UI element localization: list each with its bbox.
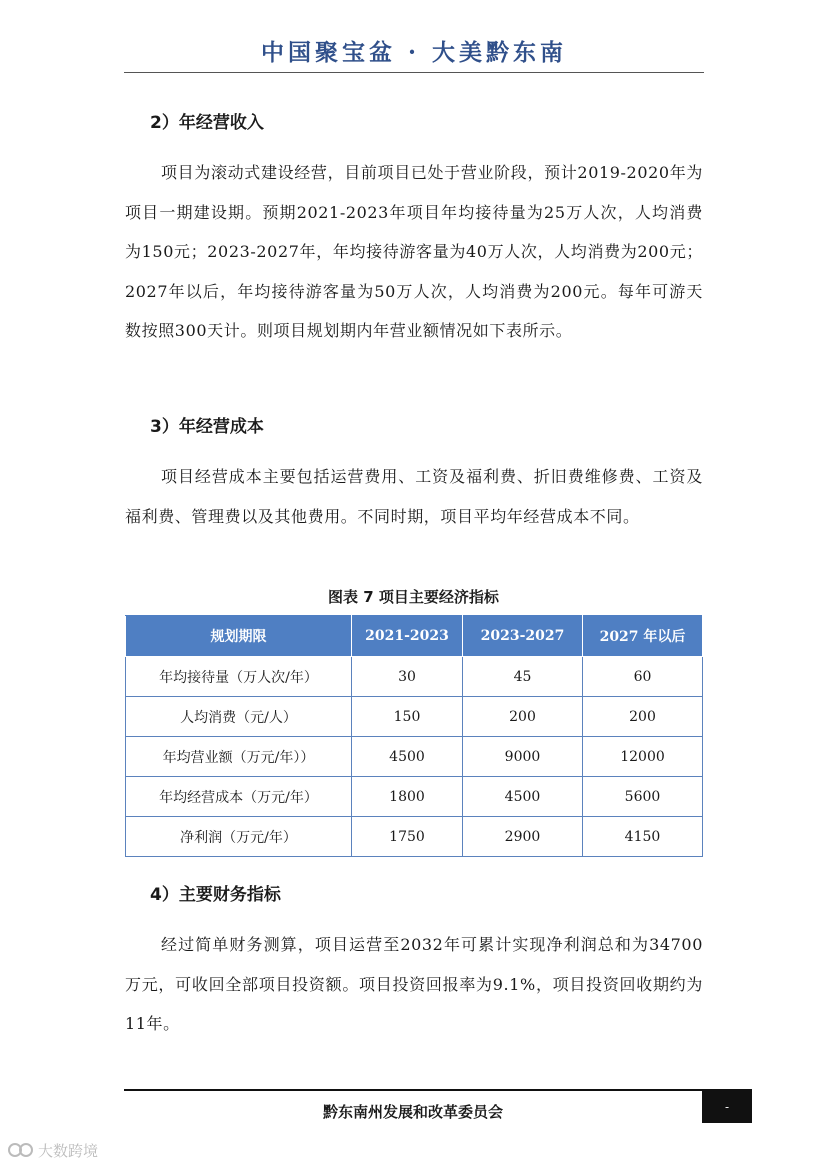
section-heading-cost: 3）年经营成本	[150, 417, 264, 437]
table-header-cell: 2027 年以后	[583, 616, 703, 657]
table-cell: 2900	[463, 817, 583, 857]
table-cell: 年均接待量（万人次/年）	[126, 657, 352, 697]
table-row	[126, 737, 703, 777]
table-cell: 1800	[352, 777, 463, 817]
table-cell: 60	[583, 657, 703, 697]
table-header-row	[126, 616, 703, 657]
table-cell: 年均经营成本（万元/年）	[126, 777, 352, 817]
table-cell: 4500	[352, 737, 463, 777]
section-heading-revenue: 2）年经营收入	[150, 113, 264, 133]
watermark-logo-icon	[8, 1141, 34, 1159]
paragraph-revenue: 项目为滚动式建设经营，目前项目已处于营业阶段，预计2019-2020年为项目一期建设期。预期2021-2023年项目年均接待量为25万人次，人均消费为150元；2023-2027年，年均接待游客量为40万人次，人均消费为200元；2027年以后，年均接待游客量为50万人次，人均消费为200元。每年可游天数按照300天计。则项目规划期内年营业额情况如下表所示。	[125, 163, 703, 340]
table-cell: 45	[463, 657, 583, 697]
table-cell: 30	[352, 657, 463, 697]
table-row	[126, 697, 703, 737]
table-cell: 200	[463, 697, 583, 737]
table-cell: 12000	[583, 737, 703, 777]
page-number-box: -	[702, 1091, 752, 1123]
table-caption: 图表 7 项目主要经济指标	[328, 588, 499, 606]
watermark	[8, 1140, 98, 1161]
footer-organization: 黔东南州发展和改革委员会	[322, 1103, 503, 1121]
table-row	[126, 777, 703, 817]
table-cell: 4150	[583, 817, 703, 857]
footer-divider	[124, 1089, 752, 1091]
table-row	[126, 817, 703, 857]
table-cell: 200	[583, 697, 703, 737]
watermark-text: 大数跨境	[38, 1142, 99, 1160]
table-cell: 5600	[583, 777, 703, 817]
table-header-cell: 2023-2027	[463, 616, 583, 657]
economic-indicators-table	[125, 615, 703, 857]
table-cell: 9000	[463, 737, 583, 777]
table-header-cell: 2021-2023	[352, 616, 463, 657]
table-cell: 150	[352, 697, 463, 737]
table-header-cell: 规划期限	[126, 616, 352, 657]
header-divider	[124, 72, 704, 73]
paragraph-cost: 项目经营成本主要包括运营费用、工资及福利费、折旧费维修费、工资及福利费、管理费以及其他费用。不同时期，项目平均年经营成本不同。	[125, 467, 703, 526]
page-header-title: 中国聚宝盆 · 大美黔东南	[260, 39, 568, 66]
table-cell: 4500	[463, 777, 583, 817]
table-cell: 净利润（万元/年）	[126, 817, 352, 857]
table-cell: 年均营业额（万元/年））	[126, 737, 352, 777]
table-row	[126, 657, 703, 697]
table-cell: 1750	[352, 817, 463, 857]
paragraph-finance: 经过简单财务测算，项目运营至2032年可累计实现净利润总和为34700万元，可收回全部项目投资额。项目投资回报率为9.1%，项目投资回收期约为11年。	[125, 935, 703, 1033]
table-cell: 人均消费（元/人）	[126, 697, 352, 737]
section-heading-finance: 4）主要财务指标	[150, 885, 281, 905]
